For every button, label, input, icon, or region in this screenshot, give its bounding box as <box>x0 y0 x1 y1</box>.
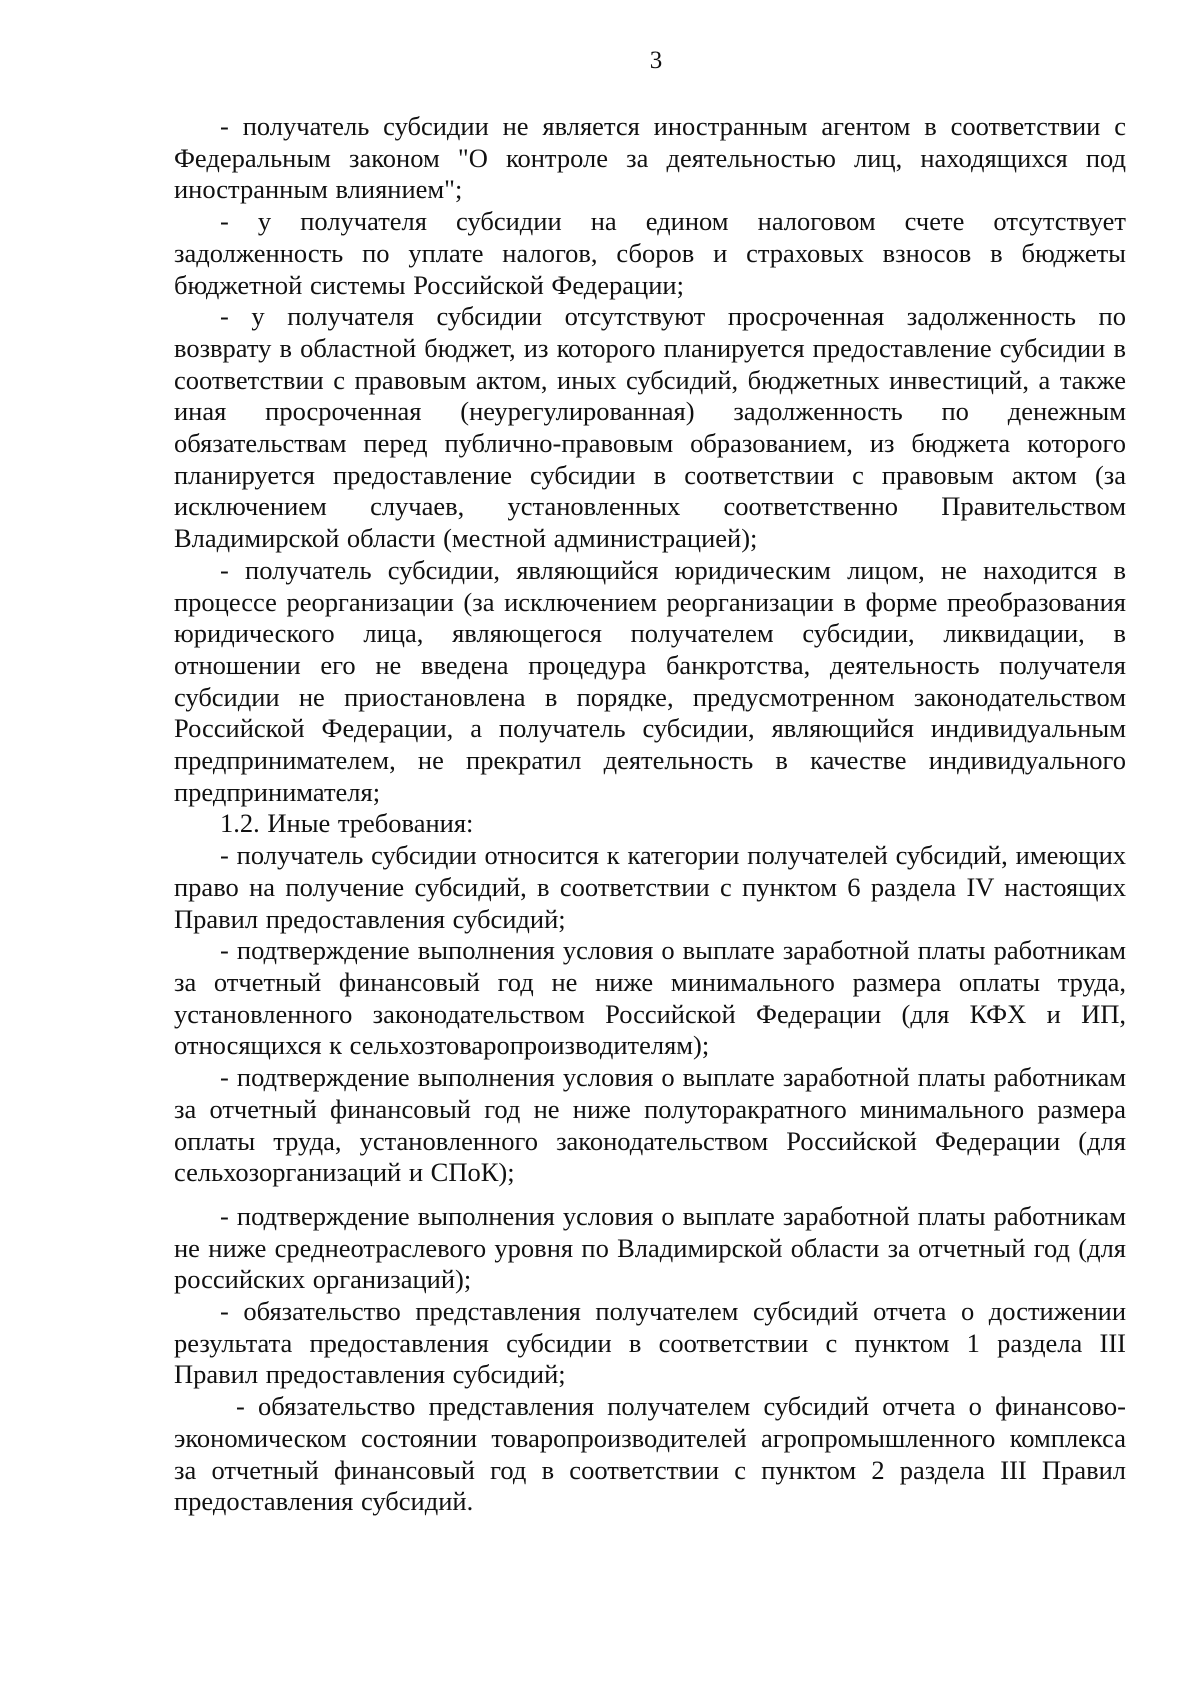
paragraph-foreign-agent: - получатель субсидии не является иностранным агентом в соответствии с Федеральным законом "О контроле за деятельностью лиц, находящихся под иностранным влиянием"; <box>174 111 1126 205</box>
paragraph-tax-debt: - у получателя субсидии на едином налоговом счете отсутствует задолженность по уплате налогов, сборов и страховых взносов в бюджеты бюджетной системы Российской Федерации; <box>174 206 1126 300</box>
paragraph-overdue-debt: - у получателя субсидии отсутствуют просроченная задолженность по возврату в областной бюджет, из которого планируется предоставление субсидии в соответствии с правовым актом, иных субсидий, бюджетных инвестиций, а также иная просроченная (неурегулированная) задолженность по денежным обязательствам перед публично-правовым образованием, из бюджета которого планируется предоставление субсидии в соответствии с правовым актом (за исключением случаев, установленных соответственно Правительством Владимирской области (местной администрацией); <box>174 301 1126 554</box>
paragraph-industry-average-wage: - подтверждение выполнения условия о выплате заработной платы работникам не ниже среднеотраслевого уровня по Владимирской области за отчетный год (для российских организаций); <box>174 1200 1126 1295</box>
paragraph-recipient-category: - получатель субсидии относится к категории получателей субсидий, имеющих право на получение субсидий, в соответствии с пунктом 6 раздела IV настоящих Правил предоставления субсидий; <box>174 840 1126 934</box>
paragraph-reorganization: - получатель субсидии, являющийся юридическим лицом, не находится в процессе реорганизации (за исключением реорганизации в форме преобразования юридического лица, являющегося получателем субсидии, ликвидации, в отношении его не введена процедура банкротства, деятельность получателя субсидии не приостановлена в порядке, предусмотренном законодательством Российской Федерации, а получатель субсидии, являющийся индивидуальным предпринимателем, не прекратил деятельность в качестве индивидуального предпринимателя; <box>174 554 1126 807</box>
paragraph-minimum-wage: - подтверждение выполнения условия о выплате заработной платы работникам за отчетный финансовый год не ниже минимального размера оплаты труда, установленного законодательством Российской Федерации (для КФХ и ИП, относящихся к сельхозтоваропроизводителям); <box>174 935 1126 1061</box>
document-body <box>174 111 1126 1518</box>
paragraph-financial-report: - обязательство представления получателем субсидий отчета о финансово-экономическом состоянии товаропроизводителей агропромышленного комплекса за отчетный финансовый год в соответствии с пунктом 2 раздела III Правил предоставления субсидий. <box>174 1391 1126 1517</box>
section-heading-other-requirements: 1.2. Иные требования: <box>220 808 474 839</box>
paragraph-results-report: - обязательство представления получателем субсидий отчета о достижении результата предоставления субсидии в соответствии с пунктом 1 раздела III Правил предоставления субсидий; <box>174 1296 1126 1390</box>
paragraph-one-and-half-wage: - подтверждение выполнения условия о выплате заработной платы работникам за отчетный финансовый год не ниже полуторакратного минимального размера оплаты труда, установленного законодательством Российской Федерации (для сельхозорганизаций и СПоК); <box>174 1062 1126 1188</box>
page-number: 3 <box>649 47 663 74</box>
